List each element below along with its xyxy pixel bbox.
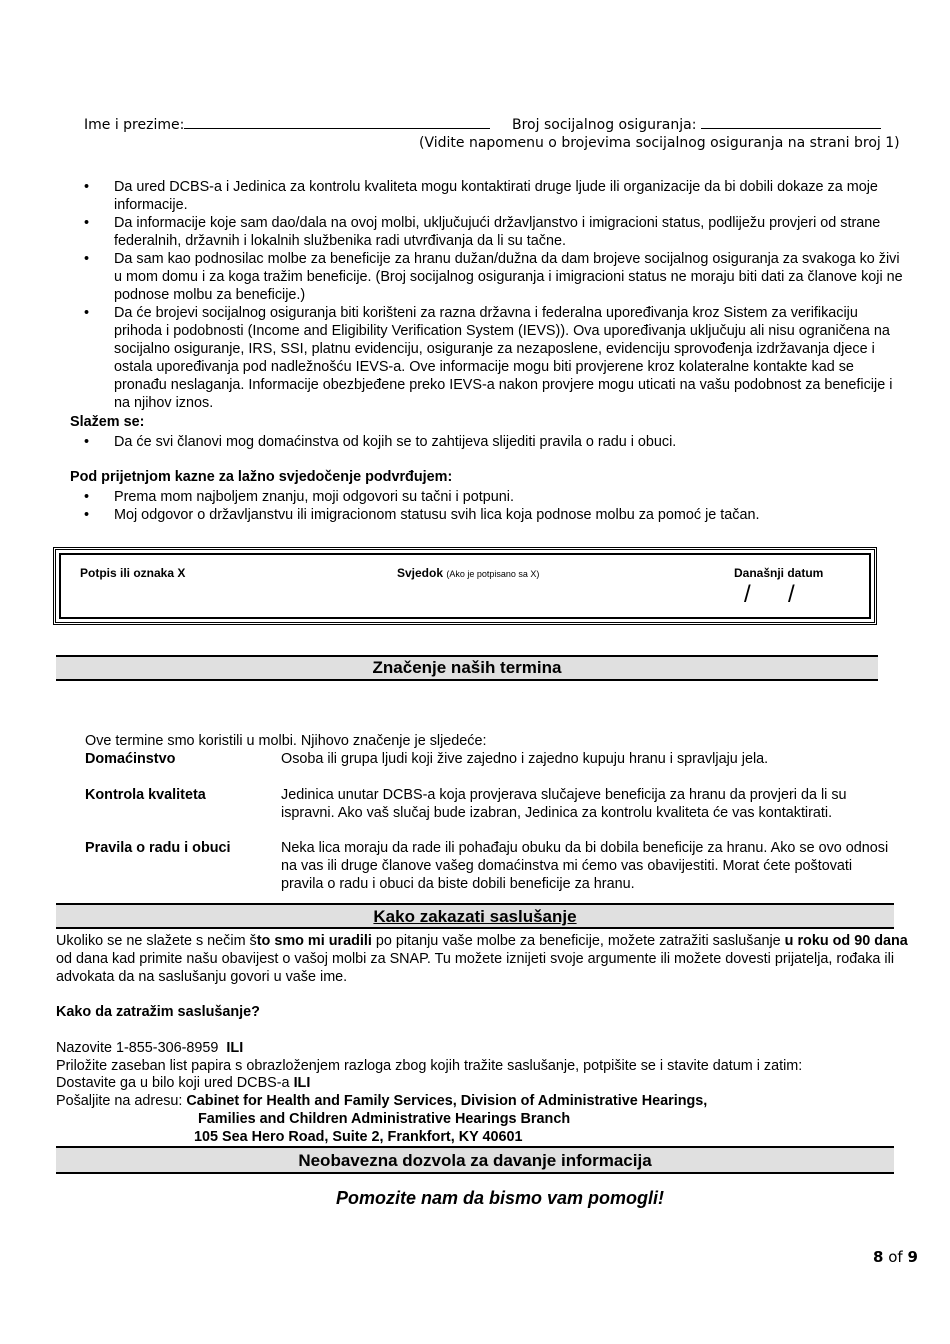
name-label: Ime i prezime: [84, 117, 185, 133]
hearing-question: Kako da zatražim saslušanje? [56, 1004, 260, 1020]
hearing-call [56, 1039, 243, 1057]
hearing-text-bold: to smo mi uradili [256, 933, 372, 949]
date-slash-1: / [744, 581, 751, 608]
witness-field[interactable] [397, 566, 539, 580]
terms-title: Značenje naših termina [56, 655, 878, 681]
list-item: • Da sam kao podnosilac molbe za beneficije za hranu dužan/dužna da dam brojeve socijalnog osiguranja za svakoga ko živi u mom domu i za koga tražim beneficije. (Broj socijalnog osiguranja i imigracioni status ne moraju biti dati za članove koji ne podnose molbu za beneficije.) [84, 250, 906, 304]
hearing-deliver [56, 1074, 310, 1092]
list-item: • Prema mom najboljem znanju, moji odgovori su tačni i potpuni. [84, 488, 906, 506]
term-name: Kontrola kvaliteta [85, 787, 206, 803]
page-of: of [888, 1248, 903, 1266]
hearing-text: po pitanju vaše molbe za beneficije, možete zatražiti saslušanje [371, 933, 785, 949]
perjury-heading: Pod prijetnjom kazne za lažno svjedočenje podvrđujem: [70, 469, 453, 485]
date-label: Današnji datum [734, 566, 824, 580]
list-item: • Da će brojevi socijalnog osiguranja biti korišteni za razna državna i federalna upoređivanja kroz Sistem za verifikaciju prihoda i podobnosti (Income and Eligibility Verification System (IEVS)). Ova upoređivanja uključuju ali nisu ograničena na socijalno osiguranje, IRS, SSI, platnu evidenciju, osiguranje za nezaposlene, evidenciju sprovođenja izdržavanja djece i ostala upoređivanja pod nadležnošću IEVS-a. Ove informacije mogu biti provjerene kroz kolateralne kontakte kad se pronađu neslaganja. Informacije obezbjeđene preko IEVS-a nakon provjere mogu uticati na vašu podobnost za beneficije i na njihov iznos. [84, 304, 906, 412]
signature-box[interactable] [53, 547, 877, 625]
deliver-text: Dostavite ga u bilo koji ured DCBS-a [56, 1075, 290, 1091]
consent-list [84, 178, 906, 412]
address-line-3: 105 Sea Hero Road, Suite 2, Frankfort, KY 40601 [194, 1129, 523, 1145]
address-line-2: Families and Children Administrative Hearings Branch [198, 1111, 571, 1127]
term-definition: Osoba ili grupa ljudi koji žive zajedno i zajedno kupuju hranu i spravljaju jela. [281, 751, 769, 767]
terms-intro: Ove termine smo koristili u molbi. Njihovo značenje je sljedeće: [85, 733, 487, 749]
or-label: ILI [226, 1040, 244, 1056]
hearing-deadline: u roku od 90 dana [784, 933, 908, 949]
ssn-field[interactable] [512, 114, 881, 133]
list-item: • Moj odgovor o državljanstvu ili imigracionom statusu svih lica koja podnose molbu za pomoć je tačan. [84, 506, 906, 524]
address-line-1: Cabinet for Health and Family Services, Division of Administrative Hearings, [186, 1093, 708, 1109]
term-definition: Jedinica unutar DCBS-a koja provjerava slučajeve beneficija za hranu da provjeri da li su ispravni. Ako vaš slučaj bude izabran, Jedinica za kontrolu kvaliteta će vas kontaktirati. [281, 787, 847, 821]
ssn-label: Broj socijalnog osiguranja: [512, 117, 697, 133]
hearing-text: od dana kad primite našu obavijest o vašoj molbi za SNAP. Tu možete iznijeti svoje argumente ili možete dovesti prijatelja, rođaka ili advokata da na saslušanju govori u vaše ime. [56, 951, 895, 985]
signature-label: Potpis ili oznaka X [80, 566, 186, 580]
list-item: • Da informacije koje sam dao/dala na ovoj molbi, uključujući državljanstvo i imigracioni status, podliježu provjeri od strane federalnih, državnih i lokalnih službenika radi utvrđivanja da li su tačne. [84, 214, 906, 250]
page-current: 8 [873, 1248, 884, 1266]
hearing-text: Ukoliko se ne slažete s nečim š [56, 933, 257, 949]
send-label: Pošaljite na adresu: [56, 1093, 183, 1109]
hearing-title [56, 903, 894, 929]
name-field[interactable] [84, 114, 490, 133]
list-item: • Da će svi članovi mog domaćinstva od kojih se to zahtijeva slijediti pravila o radu i obuci. [84, 433, 906, 451]
agree-heading: Slažem se: [70, 414, 145, 430]
list-item: • Da ured DCBS-a i Jedinica za kontrolu kvaliteta mogu kontaktirati druge ljude ili organizacije da bi dobili dokaze za moje informacije. [84, 178, 906, 214]
name-line[interactable] [184, 114, 490, 129]
witness-label: Svjedok [397, 566, 444, 580]
witness-note: (Ako je potpisano sa X) [446, 569, 540, 579]
hearing-send [56, 1092, 707, 1110]
page-number [873, 1248, 918, 1266]
hearing-title-text: Kako zakazati saslušanje [373, 907, 577, 926]
phone-number[interactable]: Nazovite 1-855-306-8959 [56, 1040, 219, 1056]
perjury-list [84, 488, 906, 524]
term-name: Domaćinstvo [85, 751, 176, 767]
hearing-paragraph [56, 932, 918, 986]
date-slash-2: / [788, 581, 795, 608]
hearing-attach: Priložite zaseban list papira s obrazloženjem razloga zbog kojih tražite saslušanje, potpišite se i stavite datum i zatim: [56, 1058, 803, 1074]
release-tagline: Pomozite nam da bismo vam pomogli! [335, 1188, 665, 1208]
release-title: Neobavezna dozvola za davanje informacija [56, 1146, 894, 1174]
ssn-note: (Vidite napomenu o brojevima socijalnog osiguranja na strani broj 1) [419, 135, 900, 151]
or-label: ILI [293, 1075, 311, 1091]
ssn-line[interactable] [701, 114, 881, 129]
term-definition: Neka lica moraju da rade ili pohađaju obuku da bi dobila beneficije za hranu. Ako se ovo odnosi na vas ili druge članove vašeg domaćinstva mi ćemo vas obavijestiti. Morat ćete poštovati pravila o radu i obuci da biste dobili beneficije za hranu. [281, 840, 889, 892]
term-name: Pravila o radu i obuci [85, 840, 231, 856]
page-total: 9 [907, 1248, 918, 1266]
agree-list [84, 433, 906, 451]
